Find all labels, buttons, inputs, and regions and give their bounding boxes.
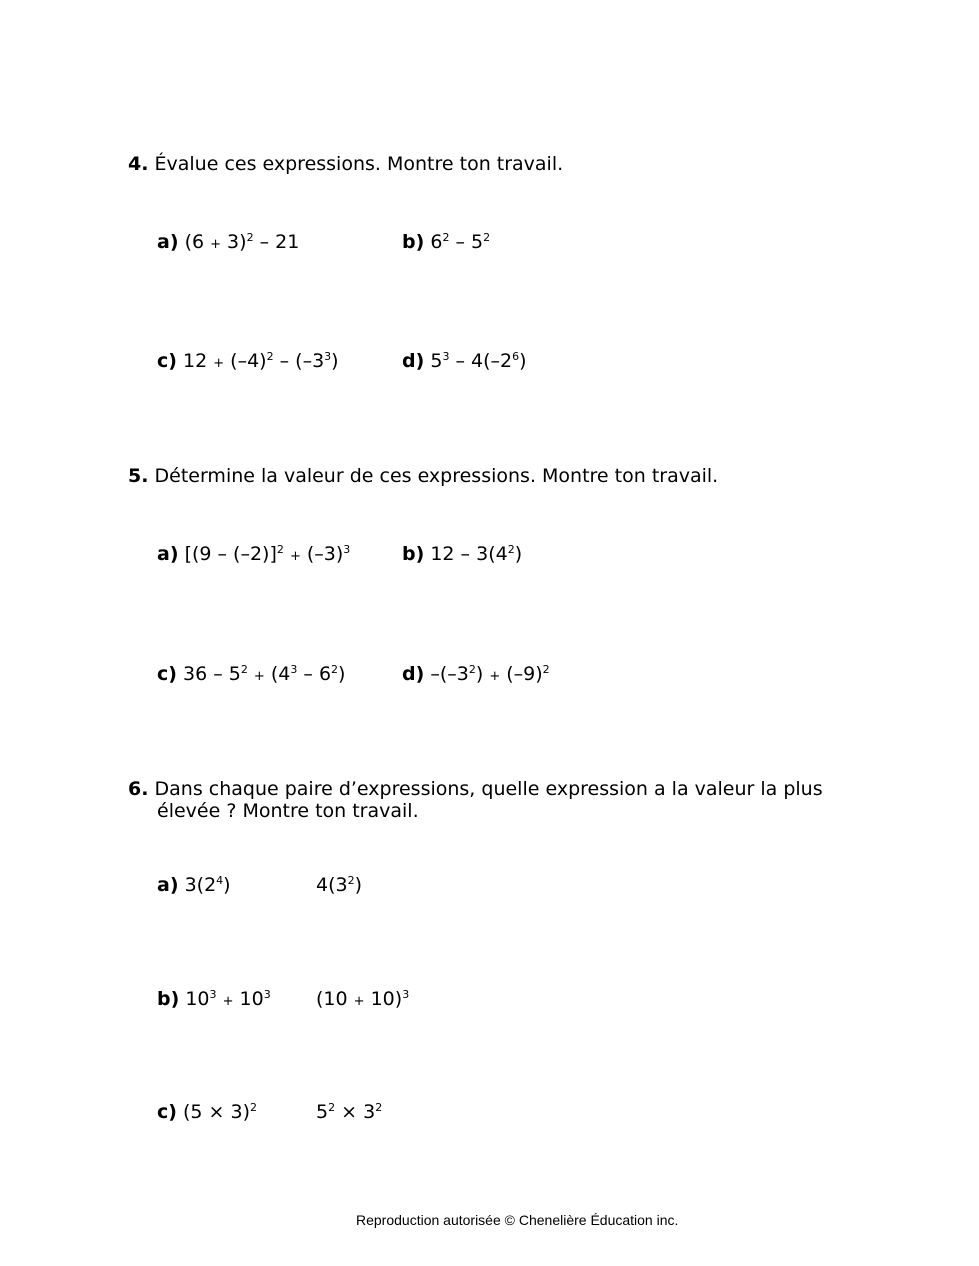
math-expression: $-(-3^2) + (-9)^2$ xyxy=(430,663,550,685)
question-number: 4. xyxy=(128,153,149,175)
item-label: a) xyxy=(157,874,179,896)
q5-item-a xyxy=(157,543,350,568)
math-expression: $(6 + 3)^2 - 21$ xyxy=(184,231,300,253)
math-expression-left: $3(2^4)$ xyxy=(184,874,231,896)
math-expression: $12 + (-4)^2 - (-3^3)$ xyxy=(183,350,339,372)
question-prompt: Évalue ces expressions. Montre ton travail. xyxy=(154,153,564,175)
math-expression: $12 - 3(4^2)$ xyxy=(430,543,523,565)
question-prompt: Détermine la valeur de ces expressions. Montre ton travail. xyxy=(154,465,719,487)
question-6-title xyxy=(128,778,823,800)
math-expression-left: $(5 \times 3)^2$ xyxy=(183,1101,258,1123)
item-label: b) xyxy=(402,231,425,253)
q5-item-b xyxy=(402,543,522,565)
q4-item-a xyxy=(157,231,299,256)
item-label: b) xyxy=(157,988,180,1010)
question-prompt-line2: élevée ? Montre ton travail. xyxy=(157,800,419,822)
question-number: 5. xyxy=(128,465,149,487)
math-expression: [$(9 - (-2)]^2 + (-3)^3$ xyxy=(184,543,351,565)
item-label: c) xyxy=(157,350,177,372)
q6-item-b xyxy=(157,988,271,1013)
item-label: a) xyxy=(157,231,179,253)
item-label: d) xyxy=(402,663,425,685)
math-expression-right: $(10 + 10)^3$ xyxy=(316,988,410,1010)
question-number: 6. xyxy=(128,778,149,800)
q6-item-a-right xyxy=(316,874,362,896)
math-expression: $5^3 - 4(-2^6)$ xyxy=(430,350,527,372)
q6-item-c-right xyxy=(316,1101,382,1123)
copyright-footer: Reproduction autorisée © Chenelière Éducation inc. xyxy=(356,1212,679,1228)
q6-item-b-right xyxy=(316,988,409,1013)
math-expression-left: $10^3 + 10^3$ xyxy=(185,988,271,1010)
math-expression: $36 - 5^2 + (4^3 - 6^2)$ xyxy=(183,663,346,685)
question-6-title-continued xyxy=(157,800,419,822)
math-expression-right: $4(3^2)$ xyxy=(316,874,363,896)
item-label: c) xyxy=(157,1101,177,1123)
q6-item-a xyxy=(157,874,231,896)
item-label: b) xyxy=(402,543,425,565)
item-label: d) xyxy=(402,350,425,372)
question-5-title xyxy=(128,465,718,487)
q4-item-d xyxy=(402,350,527,372)
math-expression: $6^2 - 5^2$ xyxy=(430,231,491,253)
item-label: c) xyxy=(157,663,177,685)
item-label: a) xyxy=(157,543,179,565)
q5-item-c xyxy=(157,663,345,688)
question-prompt-line1: Dans chaque paire d’expressions, quelle expression a la valeur la plus xyxy=(154,778,823,800)
q5-item-d xyxy=(402,663,550,688)
q6-item-c xyxy=(157,1101,257,1123)
q4-item-b xyxy=(402,231,490,253)
math-expression-right: $5^2 \times 3^2$ xyxy=(316,1101,383,1123)
question-4-title xyxy=(128,153,563,175)
q4-item-c xyxy=(157,350,339,375)
